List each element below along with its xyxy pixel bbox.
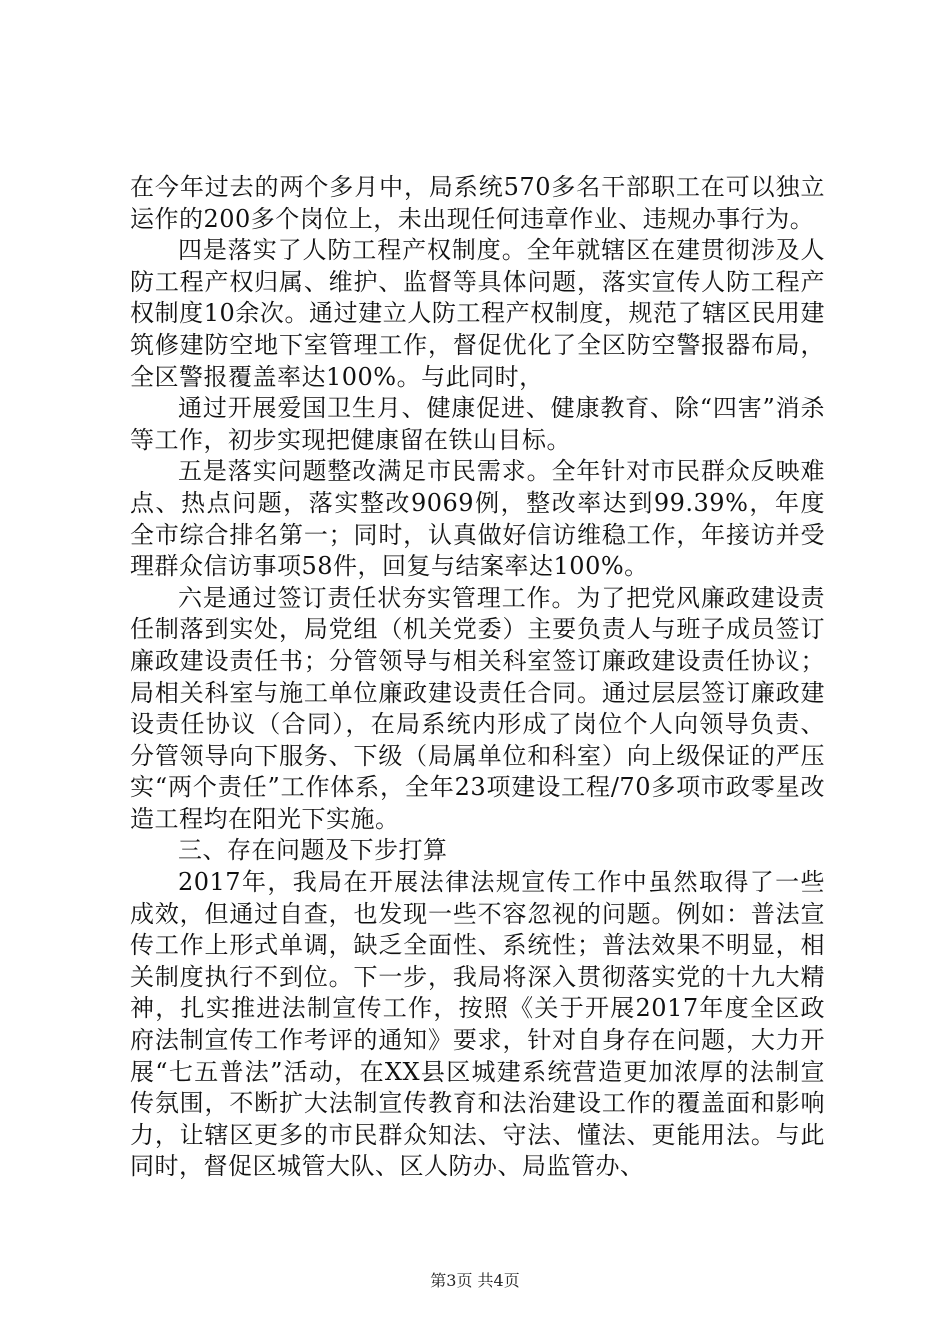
page-footer — [0, 1268, 950, 1291]
document-body — [130, 172, 825, 1183]
section-heading: 三、存在问题及下步打算 — [178, 836, 448, 865]
paragraph-1: 在今年过去的两个多月中，局系统570多名干部职工在可以独立运作的200多个岗位上，未出现任何违章作业、违规办事行为。 — [130, 173, 825, 233]
page-number-label: 第3页 共4页 — [430, 1271, 520, 1290]
paragraph-6: 2017年，我局在开展法律法规宣传工作中虽然取得了一些成效，但通过自查，也发现一些不容忽视的问题。例如：普法宣传工作上形式单调，缺乏全面性、系统性；普法效果不明显，相关制度执行不到位。下一步，我局将深入贯彻落实党的十九大精神，扎实推进法制宣传工作，按照《关于开展2017年度全区政府法制宣传工作考评的通知》要求，针对自身存在问题，大力开展“七五普法”活动，在XX县区城建系统营造更加浓厚的法制宣传氛围，不断扩大法制宣传教育和法治建设工作的覆盖面和影响力，让辖区更多的市民群众知法、守法、懂法、更能用法。与此同时，督促区城管大队、区人防办、局监管办、 — [130, 868, 825, 1181]
paragraph-5: 六是通过签订责任状夯实管理工作。为了把党风廉政建设责任制落到实处，局党组（机关党委）主要负责人与班子成员签订廉政建设责任书；分管领导与相关科室签订廉政建设责任协议；局相关科室与施工单位廉政建设责任合同。通过层层签订廉政建设责任协议（合同），在局系统内形成了岗位个人向领导负责、分管领导向下服务、下级（局属单位和科室）向上级保证的严压实“两个责任”工作体系，全年23项建设工程/70多项市政零星改造工程均在阳光下实施。 — [130, 583, 825, 833]
paragraph-2: 四是落实了人防工程产权制度。全年就辖区在建贯彻涉及人防工程产权归属、维护、监督等具体问题，落实宣传人防工程产权制度10余次。通过建立人防工程产权制度，规范了辖区民用建筑修建防空地下室管理工作，督促优化了全区防空警报器布局，全区警报覆盖率达100%。与此同时， — [130, 236, 825, 391]
paragraph-3: 通过开展爱国卫生月、健康促进、健康教育、除“四害”消杀等工作，初步实现把健康留在铁山目标。 — [130, 394, 825, 454]
paragraph-4: 五是落实问题整改满足市民需求。全年针对市民群众反映难点、热点问题，落实整改9069例，整改率达到99.39%，年度全市综合排名第一；同时，认真做好信访维稳工作，年接访并受理群众信访事项58件，回复与结案率达100%。 — [130, 457, 825, 581]
